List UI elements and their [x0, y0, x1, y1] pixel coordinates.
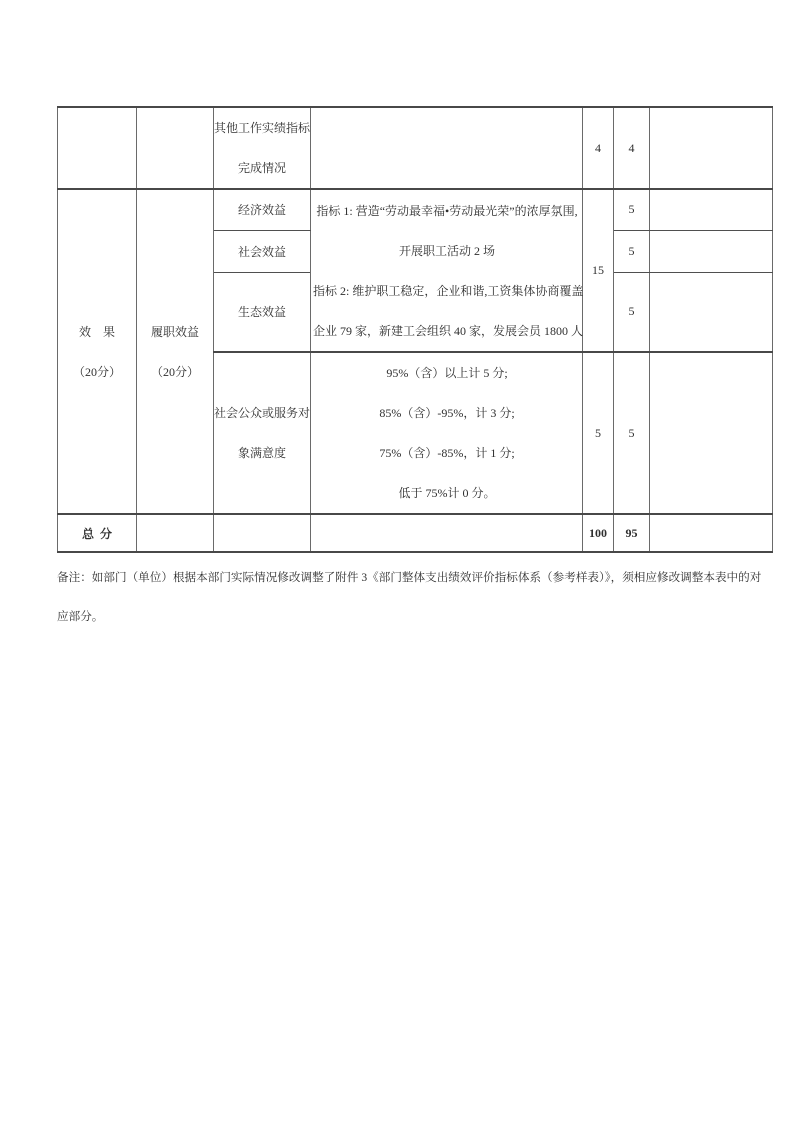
- cell-total-empty-3: [311, 514, 583, 552]
- effect-subcategory-line2: （20分）: [150, 364, 199, 379]
- cell-satisfaction-weight: 5: [583, 352, 614, 514]
- cell-ecological-benefit-label: 生态效益: [214, 272, 311, 352]
- satisfaction-criteria-line-1: 95%（含）以上计 5 分;: [386, 366, 508, 380]
- effect-category-line1: 效 果: [78, 324, 115, 339]
- satisfaction-label-line2: 象满意度: [237, 446, 286, 460]
- satisfaction-label-line1: 社会公众或服务对: [214, 406, 311, 420]
- cell-benefit-indicators: [311, 189, 583, 352]
- cell-economic-benefit-score: 5: [614, 189, 650, 230]
- cell-other-work-score: 4: [614, 107, 650, 189]
- row-total: [58, 514, 773, 552]
- cell-social-benefit-score: 5: [614, 230, 650, 272]
- indicator-line-4: 企业 79 家，新建工会组织 40 家，发展会员 1800 人: [313, 323, 584, 338]
- cell-economic-benefit-label: 经济效益: [214, 189, 311, 230]
- cell-other-work-remark-empty: [650, 107, 773, 189]
- cell-empty-category: [58, 107, 137, 189]
- cell-satisfaction-criteria: [311, 352, 583, 514]
- cell-empty-subcategory: [137, 107, 214, 189]
- row-economic-benefit: [58, 189, 773, 230]
- indicator-line-2: 开展职工活动 2 场: [398, 243, 495, 258]
- cell-satisfaction-remark-empty: [650, 352, 773, 514]
- cell-total-label: 总 分: [58, 514, 137, 552]
- indicator-line-3: 指标 2: 维护职工稳定，企业和谐,工资集体协商覆盖: [313, 283, 584, 298]
- row-other-work: [58, 107, 773, 189]
- cell-total-empty-2: [214, 514, 311, 552]
- satisfaction-criteria-line-3: 75%（含）-85%，计 1 分;: [379, 446, 515, 460]
- other-work-label-line2: 完成情况: [237, 161, 286, 175]
- cell-other-work-criteria-empty: [311, 107, 583, 189]
- other-work-label-line1: 其他工作实绩指标: [214, 121, 311, 135]
- cell-total-empty-1: [137, 514, 214, 552]
- cell-satisfaction-label: [214, 352, 311, 514]
- cell-social-benefit-label: 社会效益: [214, 230, 311, 272]
- cell-total-remark-empty: [650, 514, 773, 552]
- cell-other-work-weight: 4: [583, 107, 614, 189]
- effect-category-line2: （20分）: [72, 364, 121, 379]
- cell-benefit-weight: 15: [583, 189, 614, 352]
- effect-subcategory-line1: 履职效益: [150, 324, 199, 339]
- cell-total-weight: 100: [583, 514, 614, 552]
- cell-social-benefit-remark-empty: [650, 230, 773, 272]
- satisfaction-criteria-line-4: 低于 75%计 0 分。: [398, 486, 496, 500]
- cell-ecological-benefit-remark-empty: [650, 272, 773, 352]
- indicator-line-1: 指标 1: 营造“劳动最幸福•劳动最光荣”的浓厚氛围,: [316, 203, 578, 218]
- note-paragraph-line2: 应部分。: [57, 610, 104, 623]
- cell-satisfaction-score: 5: [614, 352, 650, 514]
- note-paragraph-line1: 备注：如部门（单位）根据本部门实际情况修改调整了附件 3《部门整体支出绩效评价指标体系（参考样表）》，须相应修改调整本表中的对: [57, 571, 762, 584]
- cell-ecological-benefit-score: 5: [614, 272, 650, 352]
- satisfaction-criteria-line-2: 85%（含）-95%，计 3 分;: [379, 406, 515, 420]
- cell-economic-benefit-remark-empty: [650, 189, 773, 230]
- cell-effect-category: [58, 189, 137, 514]
- cell-other-work-label: [214, 107, 311, 189]
- cell-effect-subcategory: [137, 189, 214, 514]
- cell-total-score: 95: [614, 514, 650, 552]
- performance-evaluation-table: [57, 106, 773, 553]
